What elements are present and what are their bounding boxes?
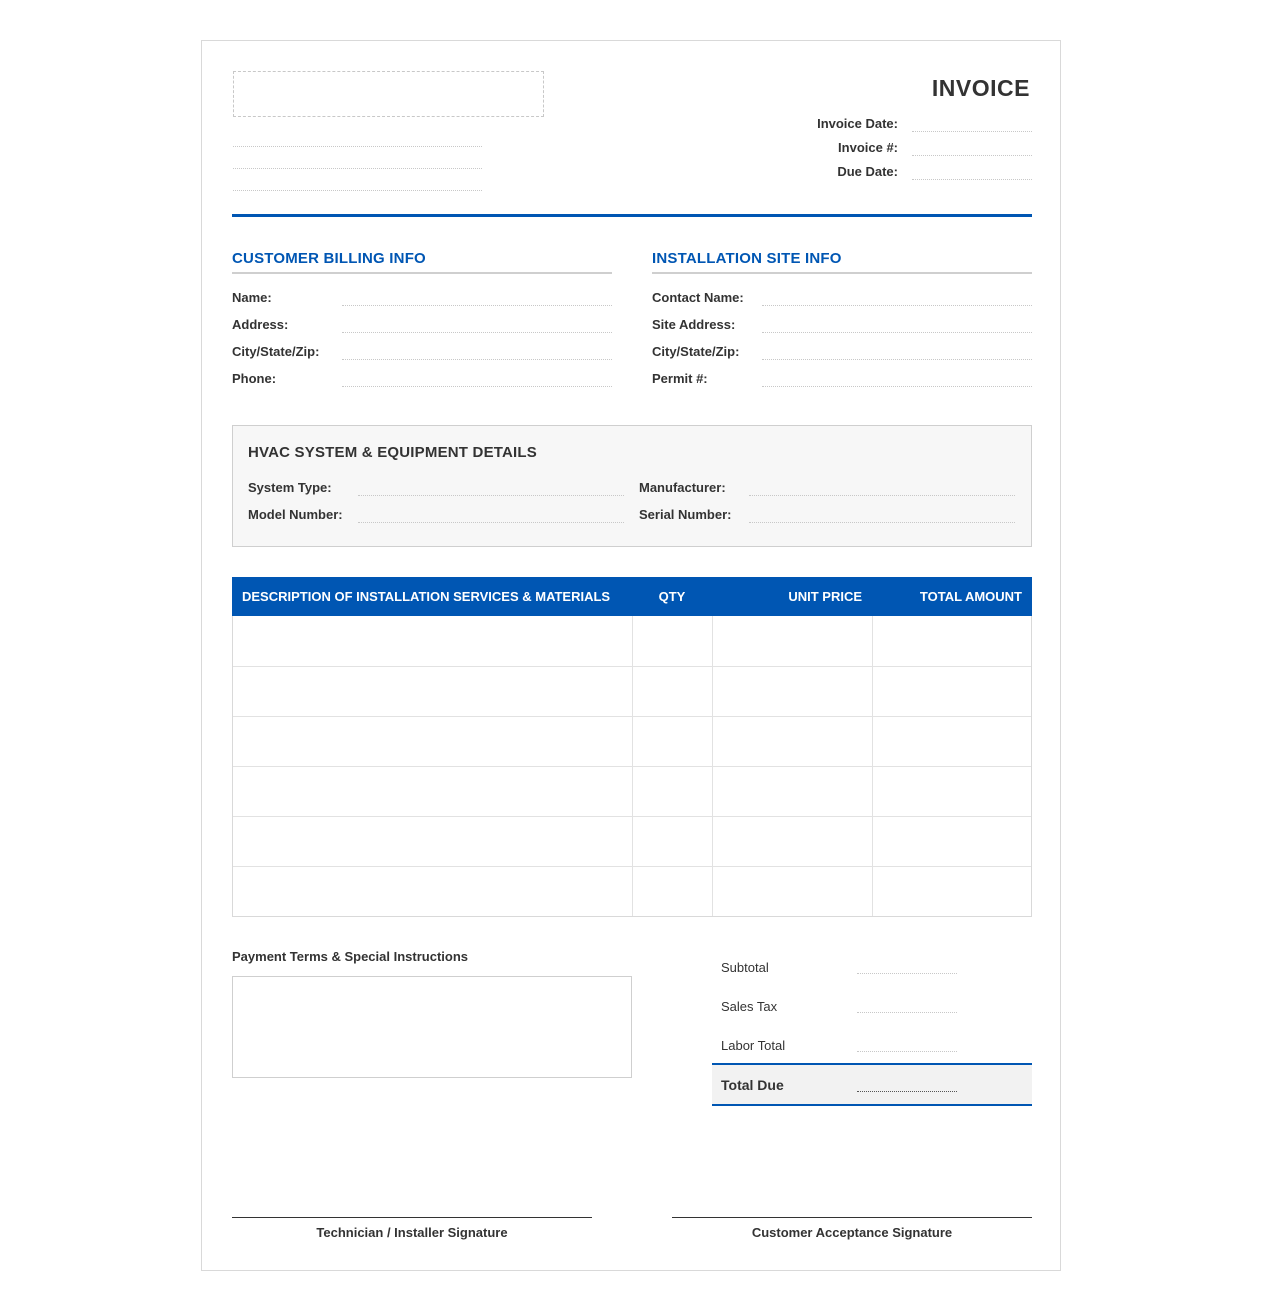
table-row [233, 716, 1031, 717]
billing-section-rule [232, 272, 612, 274]
col-description-header: DESCRIPTION OF INSTALLATION SERVICES & MATERIALS [242, 589, 611, 604]
manufacturer-field[interactable] [749, 495, 1015, 496]
site-city-label: City/State/Zip: [652, 344, 740, 359]
technician-signature-label: Technician / Installer Signature [316, 1225, 508, 1240]
billing-section-title: CUSTOMER BILLING INFO [232, 250, 426, 267]
payment-terms-label: Payment Terms & Special Instructions [232, 949, 468, 964]
site-address-field[interactable] [762, 332, 1032, 333]
total-due-row [712, 1063, 1032, 1106]
col-total-header: TOTAL AMOUNT [919, 589, 1022, 604]
sales-tax-field[interactable] [857, 1012, 957, 1013]
site-contact-field[interactable] [762, 305, 1032, 306]
due-date-field[interactable] [912, 179, 1032, 180]
labor-total-field[interactable] [857, 1051, 957, 1052]
invoice-date-label: Invoice Date: [817, 116, 898, 131]
billing-city-field[interactable] [342, 359, 612, 360]
billing-address-field[interactable] [342, 332, 612, 333]
billing-phone-field[interactable] [342, 386, 612, 387]
billing-name-field[interactable] [342, 305, 612, 306]
total-due-label: Total Due [721, 1077, 784, 1093]
site-section-rule [652, 272, 1032, 274]
system-type-label: System Type: [248, 480, 332, 495]
site-section-title: INSTALLATION SITE INFO [652, 250, 842, 267]
invoice-number-label: Invoice #: [838, 140, 898, 155]
sales-tax-label: Sales Tax [721, 999, 778, 1014]
subtotal-label: Subtotal [721, 960, 769, 975]
line-items-body[interactable] [232, 616, 1032, 917]
total-due-field[interactable] [857, 1091, 957, 1092]
company-address-line-1[interactable] [233, 146, 482, 147]
line-items-header [232, 577, 1032, 616]
billing-city-label: City/State/Zip: [232, 344, 320, 359]
col-unit-price-header: UNIT PRICE [788, 589, 862, 604]
model-number-field[interactable] [358, 522, 624, 523]
col-qty-header: QTY [658, 589, 686, 604]
labor-total-label: Labor Total [721, 1038, 786, 1053]
company-address-line-3[interactable] [233, 190, 482, 191]
company-address-line-2[interactable] [233, 168, 482, 169]
hvac-details-box [232, 425, 1032, 547]
billing-address-label: Address: [232, 317, 289, 332]
billing-phone-label: Phone: [232, 371, 277, 386]
table-row [233, 866, 1031, 867]
model-number-label: Model Number: [248, 507, 343, 522]
site-address-label: Site Address: [652, 317, 736, 332]
table-row [233, 666, 1031, 667]
system-type-field[interactable] [358, 495, 624, 496]
billing-name-label: Name: [232, 290, 272, 305]
invoice-title: INVOICE [931, 75, 1030, 101]
site-contact-label: Contact Name: [652, 290, 744, 305]
invoice-number-field[interactable] [912, 155, 1032, 156]
hvac-section-title: HVAC SYSTEM & EQUIPMENT DETAILS [248, 444, 537, 461]
invoice-sheet [201, 40, 1061, 1271]
serial-number-label: Serial Number: [639, 507, 732, 522]
customer-signature-label: Customer Acceptance Signature [751, 1225, 953, 1240]
customer-signature-line[interactable] [672, 1217, 1032, 1218]
header-divider [232, 214, 1032, 217]
manufacturer-label: Manufacturer: [639, 480, 726, 495]
site-city-field[interactable] [762, 359, 1032, 360]
technician-signature-line[interactable] [232, 1217, 592, 1218]
serial-number-field[interactable] [749, 522, 1015, 523]
due-date-label: Due Date: [837, 164, 898, 179]
payment-terms-input[interactable] [232, 976, 632, 1078]
logo-placeholder[interactable] [233, 71, 544, 117]
site-permit-field[interactable] [762, 386, 1032, 387]
site-permit-label: Permit #: [652, 371, 708, 386]
table-row [233, 766, 1031, 767]
subtotal-field[interactable] [857, 973, 957, 974]
table-row [233, 816, 1031, 817]
invoice-date-field[interactable] [912, 131, 1032, 132]
